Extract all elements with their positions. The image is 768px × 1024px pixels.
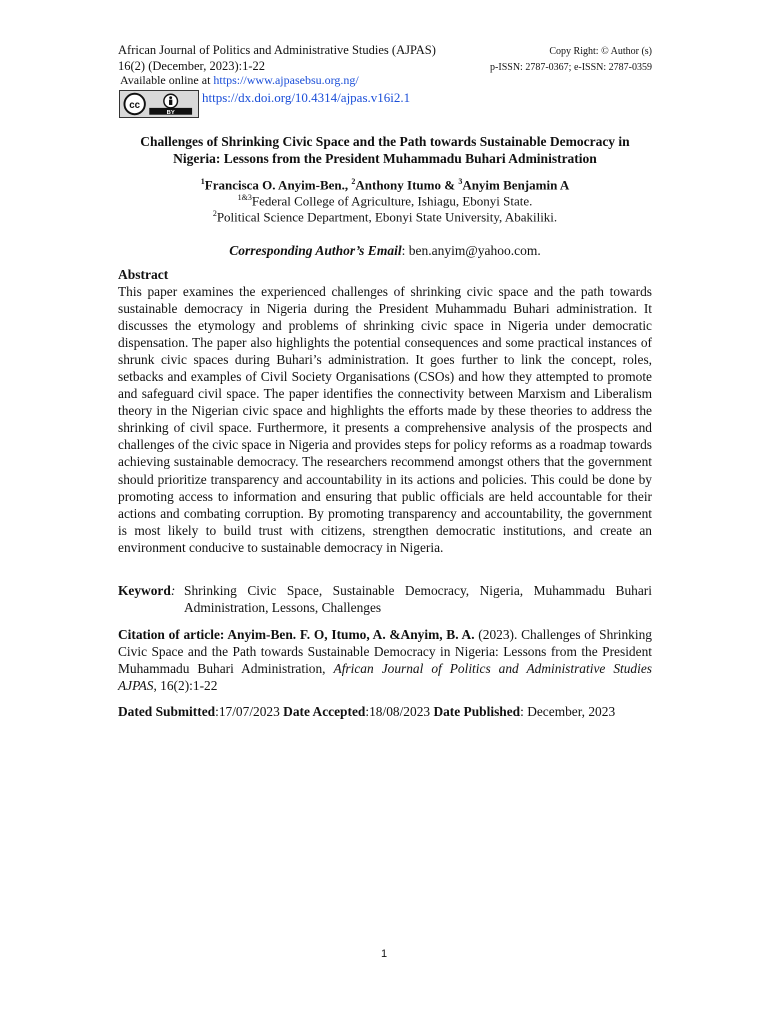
abstract-text: This paper examines the experienced challenges of shrinking civic space and the path towards sustainable democracy in Nigeria during the President Muhammadu Buhari administration. It discusses the etymology and problems of shrinking civic space in Nigeria under democratic dispensation. The paper also highlights the potential consequences and some practical instances of shrunk civic spaces during Buhari’s administration. It goes further to link the concept, roles, setbacks and examples of Civil Society Organisations (CSOs) and how they attempted to promote and safeguard civil space. The paper identifies the connectivity between Marxism and Liberalism theory in the Nigerian civic space and highlights the efforts made by these theories to address the shrinking of civil space. Furthermore, it presents a comprehensive analysis of the prospects and challenges of the civic space in Nigeria and provides steps for policy reforms as a roadmap towards achieving sustainable democracy. The researchers recommend amongst others that the government should prioritize transparency and accountability in its actions and policies. This could be done by promoting access to information and ensuring that public officials are held accountable for their actions and combating corruption. By promoting transparency and accountability, the government is most likely to build trust with citizens, strengthen democratic institutions, and create an environment conducive to sustainable democracy in Nigeria. <box>118 284 652 555</box>
available-online <box>120 73 359 88</box>
keyword-label-wrap <box>118 582 184 616</box>
issue-info: 16(2) (December, 2023):1-22 <box>118 59 266 73</box>
author-2-sup: 2 <box>351 177 356 186</box>
citation-label: Citation of article: Anyim-Ben. F. O, Itumo, A. &Anyim, B. A. <box>118 627 475 642</box>
citation-journal: African Journal of Politics and Administrative Studies AJPAS <box>118 661 653 694</box>
author-2: Anthony Itumo & <box>355 177 459 193</box>
article-title <box>118 133 652 167</box>
journal-website-link[interactable]: https://www.ajpasebsu.org.ng/ <box>213 73 359 87</box>
issn-text: p-ISSN: 2787-0367; e-ISSN: 2787-0359 <box>490 62 652 73</box>
accepted-label: Date Accepted <box>283 704 366 719</box>
title-line-2: Nigeria: Lessons from the President Muhammadu Buhari Administration <box>173 151 597 166</box>
author-3: Anyim Benjamin A <box>462 177 570 193</box>
keywords <box>118 582 652 616</box>
affiliation-2 <box>118 209 652 225</box>
available-prefix: Available online at <box>120 73 214 87</box>
citation-body: (2023). Challenges of Shrinking Civic Space and the Path towards Sustainable Democracy in Nigeria: Lessons from the President Muhammadu Buhari Administration, <box>118 627 652 677</box>
cc-by-license-badge[interactable] <box>119 90 199 118</box>
svg-text:cc: cc <box>129 99 141 111</box>
keyword-list: Shrinking Civic Space, Sustainable Democracy, Nigeria, Muhammadu Buhari Administration, Lessons, Challenges <box>184 583 652 615</box>
journal-name: African Journal of Politics and Administrative Studies (AJPAS) <box>118 43 436 57</box>
accepted-date: :18/08/2023 <box>365 704 434 719</box>
author-3-sup: 3 <box>458 177 463 186</box>
affiliation-1 <box>118 193 652 209</box>
citation <box>118 626 652 694</box>
doi-link[interactable]: https://dx.doi.org/10.4314/ajpas.v16i2.1 <box>202 90 411 105</box>
svg-text:BY: BY <box>166 109 175 116</box>
submitted-label: Dated Submitted <box>118 704 216 719</box>
affiliation-1-text: Federal College of Agriculture, Ishiagu, Ebonyi State. <box>251 193 533 209</box>
author-list <box>118 177 652 193</box>
corresponding-author <box>118 243 652 259</box>
citation-tail: , 16(2):1-22 <box>153 678 218 694</box>
published-label: Date Published <box>433 704 521 719</box>
page-number: 1 <box>380 948 388 960</box>
corresponding-email[interactable]: : ben.anyim@yahoo.com. <box>401 243 541 258</box>
keyword-colon: : <box>170 583 176 598</box>
publication-dates <box>118 704 678 720</box>
affiliation-1-sup: 1&3 <box>237 193 252 202</box>
author-1: Francisca O. Anyim-Ben., <box>204 177 352 193</box>
journal-header <box>118 42 436 74</box>
author-1-sup: 1 <box>200 177 205 186</box>
abstract-heading: Abstract <box>118 267 169 282</box>
corresponding-label: Corresponding Author’s Email <box>229 243 402 258</box>
title-line-1: Challenges of Shrinking Civic Space and the Path towards Sustainable Democracy in <box>140 134 630 149</box>
submitted-date: :17/07/2023 <box>215 704 284 719</box>
published-date: : December, 2023 <box>520 704 616 719</box>
keyword-label: Keyword <box>118 583 171 598</box>
copyright-issn <box>440 44 652 76</box>
cc-by-icon <box>123 92 195 116</box>
affiliation-2-sup: 2 <box>212 209 217 218</box>
copyright-text: Copy Right: © Author (s) <box>549 46 652 57</box>
affiliation-2-text: Political Science Department, Ebonyi State University, Abakiliki. <box>216 209 558 225</box>
